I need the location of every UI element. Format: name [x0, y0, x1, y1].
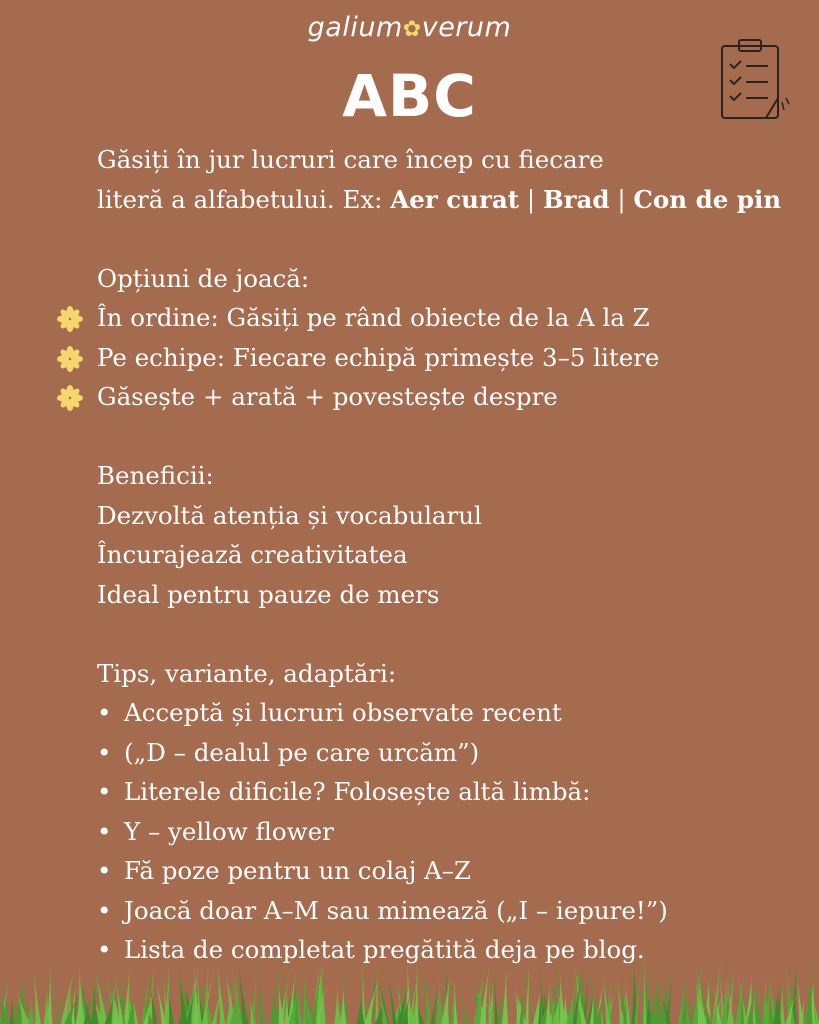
option-item: [97, 377, 797, 417]
separator-2: |: [609, 184, 634, 214]
option-text: Pe echipe: Fiecare echipă primește 3–5 litere: [97, 342, 660, 372]
intro-line-1: Găsiți în jur lucruri care încep cu fiecare: [97, 145, 604, 174]
grass-border: [0, 954, 819, 1024]
benefit-item: Ideal pentru pauze de mers: [97, 579, 440, 609]
tip-item: • Literele dificile? Folosește altă limbă:: [97, 772, 797, 812]
benefits-heading: Beneficii:: [97, 461, 214, 490]
page-title: ABC: [342, 62, 477, 130]
intro-line-2-prefix: literă a alfabetului. Ex:: [97, 184, 391, 214]
tip-item: • Y – yellow flower: [97, 812, 797, 852]
separator-1: |: [519, 184, 543, 214]
flower-icon: ✿: [402, 17, 422, 42]
asterisk-flower-icon: [57, 346, 83, 372]
example-3: Con de pin: [633, 184, 782, 214]
asterisk-flower-icon: [57, 306, 83, 332]
example-1: Aer curat: [390, 184, 520, 214]
option-item: [97, 298, 797, 338]
tip-item: • („D – dealul pe care urcăm”): [97, 733, 797, 773]
option-item: [97, 338, 797, 378]
content-body: [97, 140, 797, 970]
tip-item: • Joacă doar A–M sau mimează („I – iepure!”): [97, 891, 797, 931]
option-text: Găsește + arată + povestește despre: [97, 382, 558, 411]
brand-logo: [0, 12, 819, 43]
options-heading: Opțiuni de joacă:: [97, 263, 310, 293]
example-2: Brad: [542, 184, 610, 214]
tip-item: • Lista de completat pregătită deja pe blog.: [97, 930, 797, 970]
option-text: În ordine: Găsiți pe rând obiecte de la A la Z: [97, 303, 650, 332]
intro-line-2: [97, 180, 797, 220]
tips-heading: Tips, variante, adaptări:: [97, 658, 397, 688]
benefit-item: Încurajează creativitatea: [97, 540, 408, 569]
asterisk-flower-icon: [57, 385, 83, 411]
tip-item: • Fă poze pentru un colaj A–Z: [97, 851, 797, 891]
tip-item: • Acceptă și lucruri observate recent: [97, 693, 797, 733]
clipboard-checklist-icon: [712, 36, 790, 124]
brand-name-part1: galium: [307, 12, 403, 43]
benefit-item: Dezvoltă atenția și vocabularul: [97, 500, 482, 530]
brand-name-part2: verum: [421, 12, 512, 43]
